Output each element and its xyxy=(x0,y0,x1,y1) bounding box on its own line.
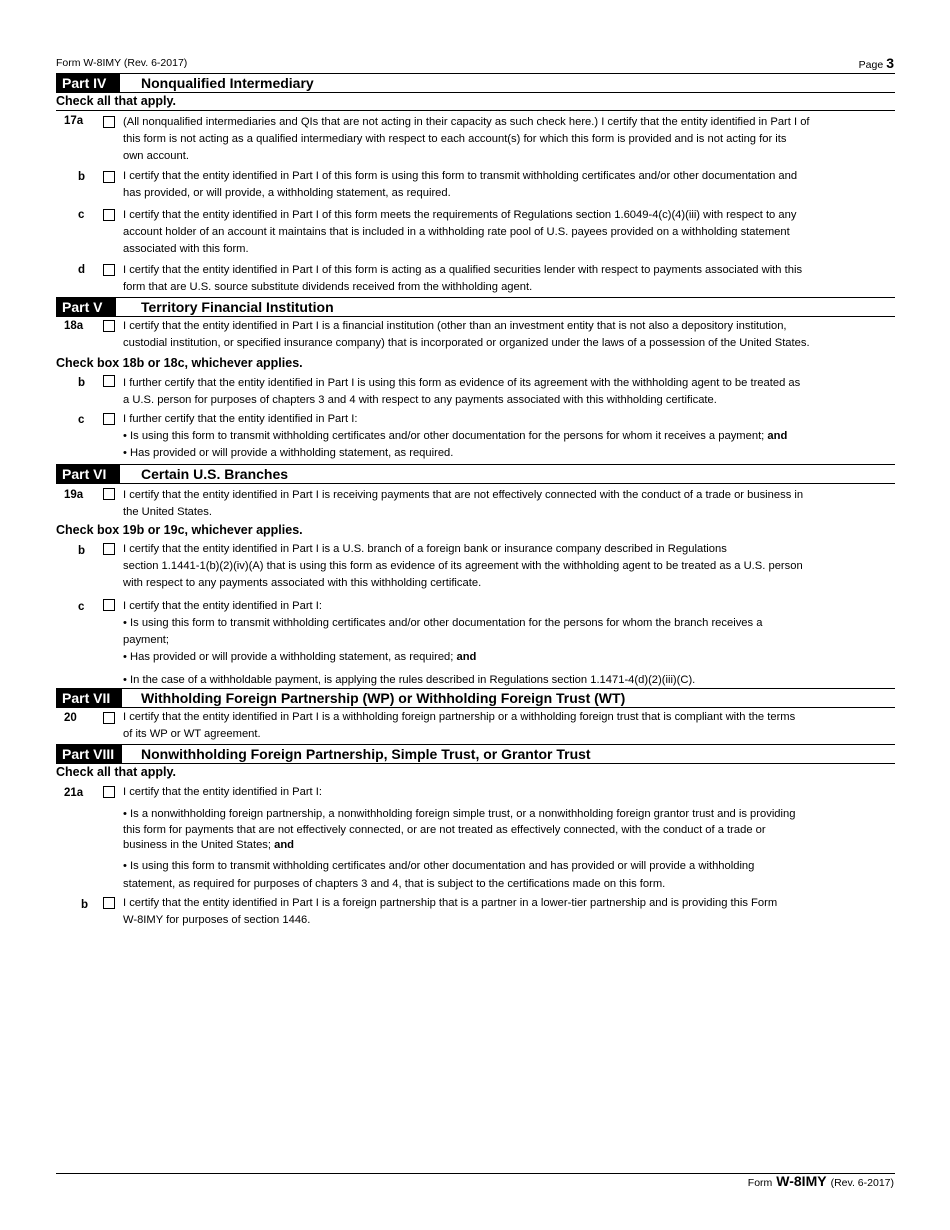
part5-label: Part V xyxy=(56,298,116,316)
line-number: c xyxy=(78,209,85,221)
divider xyxy=(56,483,895,484)
line-number: b xyxy=(78,171,86,183)
divider xyxy=(56,92,895,93)
line-19c-text: I certify that the entity identified in Part I: • Is using this form to transmit withholding certificates and/or other documentation for the persons for whom the branch receives a payment; • Has provided or will provide a withholding statement, as required; and • In the case of a withholdable payment, is applying the rules described in Regulations section 1.1471-4(d)(2)(iii)(C). xyxy=(123,600,763,686)
divider xyxy=(56,110,895,111)
part8-label: Part VIII xyxy=(56,745,122,763)
line-21b-text: I certify that the entity identified in Part I is a foreign partnership that is a partner in a lower-tier partnership and is providing this Form W-8IMY for purposes of section 1446. xyxy=(123,897,778,926)
part5-title: Territory Financial Institution xyxy=(141,299,334,315)
checkbox-18c[interactable] xyxy=(103,413,115,425)
checkbox-17c[interactable] xyxy=(103,209,115,221)
line-17b-text: I certify that the entity identified in Part I of this form is using this form to transmit withholding certificates and/or other documentation and has provided, or will provide, a withholding statement, as required. xyxy=(123,170,798,199)
part4-title: Nonqualified Intermediary xyxy=(141,75,314,91)
line-number: 19a xyxy=(64,489,84,501)
footer-form-name: W-8IMY xyxy=(776,1173,827,1189)
line-19a-text: I certify that the entity identified in Part I is receiving payments that are not effectively connected with the conduct of a trade or business in the United States. xyxy=(123,489,804,518)
line-number: c xyxy=(78,601,85,613)
part6-title: Certain U.S. Branches xyxy=(141,466,289,482)
line-number: 18a xyxy=(64,320,84,332)
part7-label: Part VII xyxy=(56,689,122,707)
divider xyxy=(56,316,895,317)
check-all-instruction: Check all that apply. xyxy=(56,94,176,108)
checkbox-20[interactable] xyxy=(103,712,115,724)
check-all-instruction: Check all that apply. xyxy=(56,765,176,779)
checkbox-17b[interactable] xyxy=(103,171,115,183)
divider xyxy=(56,763,895,764)
line-number: c xyxy=(78,414,85,426)
line-number: b xyxy=(78,377,86,389)
line-21a-text: I certify that the entity identified in Part I: • Is a nonwithholding foreign partnership, a nonwithholding foreign simple trust, or a nonwithholding foreign grantor trust and is providing this form for payments that are not effectively connected, or are not treated as effectively connected, with the conduct of a trade or business in the United States; and • Is using this form to transmit withholding certificates and/or other documentation and has provided or will provide a withholding statement, as required for purposes of chapters 3 and 4, that is subject to the certifications made on this form. xyxy=(123,786,796,890)
divider xyxy=(56,707,895,708)
checkbox-18a[interactable] xyxy=(103,320,115,332)
line-18a-text: I certify that the entity identified in Part I is a financial institution (other than an investment entity that is not also a depository institution, custodial institution, or specified insurance company) that is incorporated or organized under the laws of a possession of the United States. xyxy=(123,320,810,349)
line-17a-text: (All nonqualified intermediaries and QIs that are not acting in their capacity as such check here.) I certify that the entity identified in Part I of this form is not acting as a qualified intermediary with respect to each account(s) for which this form is provided and is not acting for its own account. xyxy=(123,116,810,162)
checkbox-19a[interactable] xyxy=(103,488,115,500)
line-number: b xyxy=(78,545,86,557)
checkbox-17d[interactable] xyxy=(103,264,115,276)
checkbox-21b[interactable] xyxy=(103,897,115,909)
footer-revision: (Rev. 6-2017) xyxy=(830,1177,894,1189)
form-revision-header: Form W-8IMY (Rev. 6-2017) xyxy=(56,57,188,69)
line-19b-text: I certify that the entity identified in Part I is a U.S. branch of a foreign bank or insurance company described in Regulations section 1.1441-1(b)(2)(iv)(A) that is using this form as evidence of its agreement with the withholding agent to be treated as a U.S. person with respect to any payments associated with this withholding certificate. xyxy=(123,543,803,589)
part7-title: Withholding Foreign Partnership (WP) or Withholding Foreign Trust (WT) xyxy=(141,690,626,706)
checkbox-19c[interactable] xyxy=(103,599,115,611)
line-17d-text: I certify that the entity identified in Part I of this form is acting as a qualified securities lender with respect to payments associated with this form that are U.S. source substitute dividends received from the withholding agent. xyxy=(123,264,803,293)
part4-label: Part IV xyxy=(56,74,120,92)
page-indicator xyxy=(859,55,894,71)
line-20-text: I certify that the entity identified in Part I is a withholding foreign partnership or a withholding foreign trust that is compliant with the terms of its WP or WT agreement. xyxy=(123,711,796,740)
checkbox-21a[interactable] xyxy=(103,786,115,798)
line-18b-text: I further certify that the entity identified in Part I is using this form as evidence of its agreement with the withholding agent to be treated as a U.S. person for purposes of chapters 3 and 4 with respect to any payments associated with this withholding certificate. xyxy=(123,377,801,406)
checkbox-18b[interactable] xyxy=(103,375,115,387)
line-number: 21a xyxy=(64,787,84,799)
footer-form-word: Form xyxy=(747,1177,773,1189)
page-number: 3 xyxy=(886,55,894,71)
line-number: 17a xyxy=(64,115,84,127)
checkbox-17a[interactable] xyxy=(103,116,115,128)
page-label: Page xyxy=(858,59,884,71)
line-number: b xyxy=(81,899,89,911)
check-box-instruction: Check box 18b or 18c, whichever applies. xyxy=(56,356,303,370)
check-box-instruction: Check box 19b or 19c, whichever applies. xyxy=(56,523,303,537)
part8-title: Nonwithholding Foreign Partnership, Simple Trust, or Grantor Trust xyxy=(141,746,591,762)
line-18c-text: I further certify that the entity identified in Part I: • Is using this form to transmit withholding certificates and/or other documentation for the persons for whom it receives a payment; and • Has provided or will provide a withholding statement, as required. xyxy=(123,413,788,459)
form-footer xyxy=(748,1173,894,1189)
line-17c-text: I certify that the entity identified in Part I of this form meets the requirements of Regulations section 1.6049-4(c)(4)(iii) with respect to any account holder of an account it maintains that is included in a withholding rate pool of U.S. payees provided on a withholding statement associated with this form. xyxy=(123,209,797,255)
line-number: d xyxy=(78,264,86,276)
line-number: 20 xyxy=(64,712,77,724)
part6-label: Part VI xyxy=(56,465,120,483)
checkbox-19b[interactable] xyxy=(103,543,115,555)
